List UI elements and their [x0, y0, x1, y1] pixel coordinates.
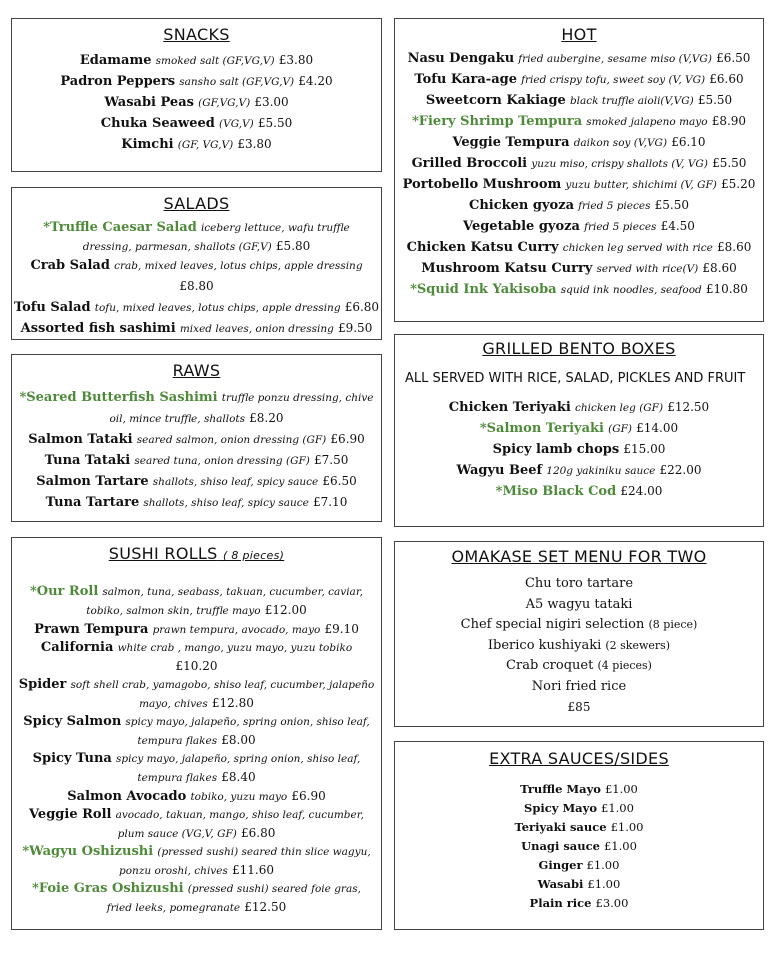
item-price: £3.00 [254, 95, 289, 109]
item-name: Tuna Tataki [44, 453, 131, 468]
menu-item [395, 439, 763, 460]
item-name: Prawn Tempura [34, 622, 149, 637]
item-name: *Miso Black Cod [495, 484, 617, 499]
item-description: spicy mayo, jalapeño, spring onion, shiso leaf, tempura flakes [116, 753, 361, 784]
item-description: black truffle aioli(V,VG) [569, 95, 694, 107]
item-price: £8.60 [702, 261, 737, 275]
menu-list [12, 583, 381, 917]
item-description: chicken leg (GF) [575, 402, 664, 414]
menu-item [395, 174, 763, 195]
menu-item [395, 216, 763, 237]
item-description: smoked salt (GF,VG,V) [155, 55, 275, 67]
item-price: £6.90 [291, 789, 326, 803]
side-item [395, 818, 763, 837]
item-name: *Our Roll [29, 584, 99, 599]
menu-item [395, 153, 763, 174]
item-name: Spicy Salmon [23, 714, 122, 729]
menu-item [12, 388, 381, 429]
menu-item [395, 418, 763, 439]
side-item-name: Truffle Mayo [520, 782, 601, 796]
item-price: £12.80 [211, 696, 254, 710]
item-description: fried 5 pieces [584, 221, 657, 233]
section-title [12, 544, 381, 563]
bento-note: ALL SERVED WITH RICE, SALAD, PICKLES AND FRUIT [405, 371, 746, 386]
item-description: white crab , mango, yuzu mayo, yuzu tobiko [117, 642, 353, 654]
omakase-item [395, 595, 763, 616]
item-name: Veggie Tempura [452, 135, 570, 150]
item-name: Salmon Tataki [28, 432, 133, 447]
side-item [395, 780, 763, 799]
item-description: salmon, tuna, seabass, takuan, cucumber, caviar, tobiko, salmon skin, truffle mayo [86, 586, 364, 617]
side-item-name: Spicy Mayo [524, 801, 597, 815]
item-price: £5.50 [257, 116, 293, 130]
bento-section [394, 334, 764, 527]
item-price: £6.60 [709, 72, 744, 86]
item-name: Nasu Dengaku [407, 51, 515, 66]
item-name: Mushroom Katsu Curry [421, 261, 593, 276]
item-name: Tofu Kara-age [414, 72, 517, 87]
item-name: Padron Peppers [60, 74, 176, 89]
item-price: £4.50 [660, 219, 695, 233]
item-name: *Seared Butterfish Sashimi [19, 390, 218, 405]
item-name: *Squid Ink Yakisoba [410, 282, 557, 297]
side-item [395, 856, 763, 875]
omakase-item-qty: (2 skewers) [605, 638, 671, 652]
side-item [395, 894, 763, 913]
item-price: £8.90 [711, 114, 747, 128]
section-title: RAWS [172, 361, 221, 380]
item-description: fried aubergine, sesame miso (V,VG) [518, 53, 712, 65]
item-price: £10.20 [175, 659, 218, 673]
item-price: £12.00 [264, 603, 307, 617]
omakase-item-qty: (4 pieces) [597, 659, 652, 672]
item-name: Salmon Tartare [36, 474, 149, 489]
menu-item [395, 460, 763, 481]
section-subtitle: ( 8 pieces) [223, 549, 285, 562]
item-price: £8.40 [221, 770, 256, 784]
menu-item [12, 429, 381, 450]
section-title: HOT [561, 25, 597, 44]
item-name: *Truffle Caesar Salad [43, 220, 197, 235]
item-price: £4.20 [298, 74, 333, 88]
side-item-name: Teriyaki sauce [514, 820, 607, 834]
menu-item [12, 676, 381, 713]
item-price: £12.50 [667, 400, 710, 414]
item-description: shallots, shiso leaf, spicy sauce [143, 497, 309, 509]
item-price: £12.50 [244, 900, 287, 914]
omakase-item-name: Nori fried rice [531, 678, 627, 694]
item-price: £8.20 [249, 411, 284, 425]
item-price: £10.80 [705, 282, 748, 296]
item-price: £5.50 [697, 93, 733, 107]
salads-section [11, 187, 382, 340]
menu-item [395, 258, 763, 279]
item-price: £6.80 [240, 826, 276, 840]
item-description: crab, mixed leaves, lotus chips, apple dressing [114, 260, 363, 272]
section-title: SALADS [163, 194, 230, 213]
item-price: £8.00 [221, 733, 256, 747]
item-description: tofu, mixed leaves, lotus chips, apple dressing [94, 302, 341, 314]
menu-item [12, 713, 381, 750]
item-price: £8.60 [717, 240, 752, 254]
omakase-item-name: A5 wagyu tataki [525, 596, 633, 612]
side-item [395, 875, 763, 894]
menu-item [12, 297, 381, 318]
sides-list [395, 780, 763, 913]
menu-item [12, 92, 381, 113]
omakase-item [395, 677, 763, 698]
omakase-item-name: Iberico kushiyaki [487, 637, 602, 653]
item-name: Edamame [79, 53, 152, 68]
item-description: (GF, VG,V) [177, 139, 234, 151]
item-description: fried 5 pieces [578, 200, 651, 212]
menu-item [12, 492, 381, 513]
item-price: £24.00 [620, 484, 663, 498]
menu-item [395, 481, 763, 502]
raws-section [11, 354, 382, 522]
item-name: Grilled Broccoli [411, 156, 528, 171]
menu-item [12, 450, 381, 471]
menu-item [12, 113, 381, 134]
omakase-item [395, 574, 763, 595]
menu-item [12, 134, 381, 155]
side-item-price: £1.00 [586, 858, 620, 872]
side-item-price: £3.00 [595, 896, 629, 910]
item-name: Chicken gyoza [468, 198, 575, 213]
omakase-section [394, 541, 764, 727]
item-price: £14.00 [636, 421, 679, 435]
item-price: £6.80 [344, 300, 380, 314]
side-item-name: Wasabi [537, 877, 584, 891]
snacks-section [11, 18, 382, 172]
menu-item [395, 195, 763, 216]
item-price: £15.00 [623, 442, 666, 456]
menu-list [395, 397, 763, 502]
item-name: Wasabi Peas [104, 95, 194, 110]
side-item-price: £1.00 [587, 877, 621, 891]
omakase-item-name: Chef special nigiri selection [460, 617, 645, 632]
item-price: £5.80 [275, 239, 311, 253]
item-price: £22.00 [659, 463, 702, 477]
omakase-item-name: Crab croquet [506, 658, 594, 673]
item-description: fried crispy tofu, sweet soy (V, VG) [521, 74, 706, 86]
item-description: seared salmon, onion dressing (GF) [136, 434, 327, 446]
menu-item [12, 50, 381, 71]
item-name: Chuka Seaweed [100, 116, 215, 131]
menu-item [12, 806, 381, 843]
menu-item [395, 111, 763, 132]
section-title: OMAKASE SET MENU FOR TWO [451, 547, 707, 566]
side-item-name: Unagi sauce [521, 839, 600, 853]
item-price: £7.50 [313, 453, 349, 467]
menu-item [12, 219, 381, 256]
item-name: *Wagyu Oshizushi [22, 844, 154, 859]
item-description: (VG,V) [219, 118, 254, 130]
side-item [395, 799, 763, 818]
item-description: daikon soy (V,VG) [573, 137, 668, 149]
side-item-price: £1.00 [604, 782, 638, 796]
side-item-name: Plain rice [529, 896, 592, 910]
omakase-item-name: Chu toro tartare [524, 576, 634, 591]
menu-item [12, 750, 381, 787]
side-item-price: £1.00 [603, 839, 637, 853]
omakase-list [395, 574, 763, 697]
section-title: GRILLED BENTO BOXES [482, 339, 676, 358]
item-description: truffle ponzu dressing, chive oil, mince truffle, shallots [109, 392, 374, 425]
item-description: spicy mayo, jalapeño, spring onion, shiso leaf, tempura flakes [125, 716, 370, 747]
sides-section [394, 741, 764, 930]
menu-list [12, 50, 381, 155]
menu-list [395, 48, 763, 300]
menu-item [12, 639, 381, 676]
omakase-item [395, 615, 763, 636]
menu-item [12, 318, 381, 339]
item-description: sansho salt (GF,VG,V) [179, 76, 295, 88]
item-name: Wagyu Beef [456, 463, 543, 478]
item-price: £3.80 [278, 53, 314, 67]
side-item-price: £1.00 [610, 820, 644, 834]
item-description: tobiko, yuzu mayo [190, 791, 288, 803]
item-price: £9.50 [337, 321, 373, 335]
item-name: Spider [18, 677, 67, 692]
side-item-name: Ginger [538, 858, 583, 872]
menu-list [12, 388, 381, 513]
menu-item [12, 620, 381, 639]
item-description: (pressed sushi) seared thin slice wagyu, ponzu oroshi, chives [119, 846, 371, 877]
hot-section [394, 18, 764, 322]
item-description: chicken leg served with rice [562, 242, 713, 254]
omakase-item-qty: (8 piece) [648, 618, 698, 631]
item-name: Crab Salad [30, 258, 110, 273]
item-price: £6.10 [671, 135, 706, 149]
item-description: mixed leaves, onion dressing [179, 323, 334, 335]
menu-item [395, 69, 763, 90]
item-price: £6.50 [716, 51, 751, 65]
side-item [395, 837, 763, 856]
menu-item [395, 132, 763, 153]
item-name: California [40, 640, 114, 655]
menu-item [395, 397, 763, 418]
item-name: Chicken Teriyaki [448, 400, 571, 415]
item-description: yuzu butter, shichimi (V, GF) [565, 179, 717, 191]
menu-item [12, 843, 381, 880]
item-name: *Foie Gras Oshizushi [32, 881, 184, 896]
item-name: *Fiery Shrimp Tempura [411, 114, 583, 129]
sushi-rolls-section [11, 537, 382, 930]
item-price: £6.50 [322, 474, 357, 488]
section-title: SNACKS [163, 25, 230, 44]
item-price: £5.50 [712, 156, 747, 170]
side-item-price: £1.00 [601, 801, 634, 815]
item-description: smoked jalapeno mayo [586, 116, 708, 128]
menu-item [12, 880, 381, 917]
item-description: soft shell crab, yamagobo, shiso leaf, cucumber, jalapeño mayo, chives [70, 679, 375, 710]
item-name: Kimchi [121, 137, 174, 152]
item-description: yuzu miso, crispy shallots (V, VG) [531, 158, 708, 170]
item-name: Tuna Tartare [45, 495, 140, 510]
item-description: shallots, shiso leaf, spicy sauce [152, 476, 319, 488]
menu-item [395, 48, 763, 69]
item-price: £5.50 [654, 198, 689, 212]
item-name: Spicy Tuna [32, 751, 112, 766]
item-name: Chicken Katsu Curry [406, 240, 559, 255]
section-title: EXTRA SAUCES/SIDES [489, 749, 669, 768]
section-title-text: SUSHI ROLLS [108, 544, 218, 563]
menu-item [12, 787, 381, 806]
menu-item [12, 256, 381, 297]
item-name: Vegetable gyoza [463, 219, 580, 234]
item-description: iceberg lettuce, wafu truffle dressing, parmesan, shallots (GF,V) [82, 222, 350, 253]
item-price: £5.20 [721, 177, 756, 191]
omakase-item [395, 656, 763, 677]
item-description: served with rice(V) [596, 263, 699, 275]
omakase-item [395, 636, 763, 657]
item-name: Salmon Avocado [67, 789, 187, 804]
item-description: (pressed sushi) seared foie gras, fried leeks, pomegranate [106, 883, 361, 914]
item-name: Veggie Roll [29, 807, 112, 822]
item-description: seared tuna, onion dressing (GF) [134, 455, 310, 467]
menu-item [12, 471, 381, 492]
item-name: Assorted fish sashimi [20, 321, 176, 336]
item-description: (GF,VG,V) [198, 97, 251, 109]
item-name: Tofu Salad [13, 300, 91, 315]
item-description: (GF) [608, 423, 632, 435]
menu-item [395, 237, 763, 258]
menu-item [12, 583, 381, 620]
item-description: prawn tempura, avocado, mayo [152, 624, 321, 636]
item-price: £8.80 [179, 279, 214, 293]
item-price: £6.90 [330, 432, 365, 446]
item-name: *Salmon Teriyaki [479, 421, 604, 436]
item-price: £3.80 [237, 137, 272, 151]
item-name: Sweetcorn Kakiage [425, 93, 566, 108]
item-price: £9.10 [324, 622, 359, 636]
item-name: Portobello Mushroom [402, 177, 562, 192]
item-name: Spicy lamb chops [492, 442, 620, 457]
item-price: £11.60 [231, 863, 274, 877]
item-description: squid ink noodles, seafood [560, 284, 702, 296]
omakase-price: £85 [567, 700, 591, 714]
menu-item [395, 279, 763, 300]
menu-list [12, 219, 381, 339]
item-description: 120g yakiniku sauce [546, 465, 656, 477]
menu-item [12, 71, 381, 92]
menu-item [395, 90, 763, 111]
item-price: £7.10 [312, 495, 348, 509]
item-description: avocado, takuan, mango, shiso leaf, cucumber, plum sauce (VG,V, GF) [115, 809, 364, 840]
